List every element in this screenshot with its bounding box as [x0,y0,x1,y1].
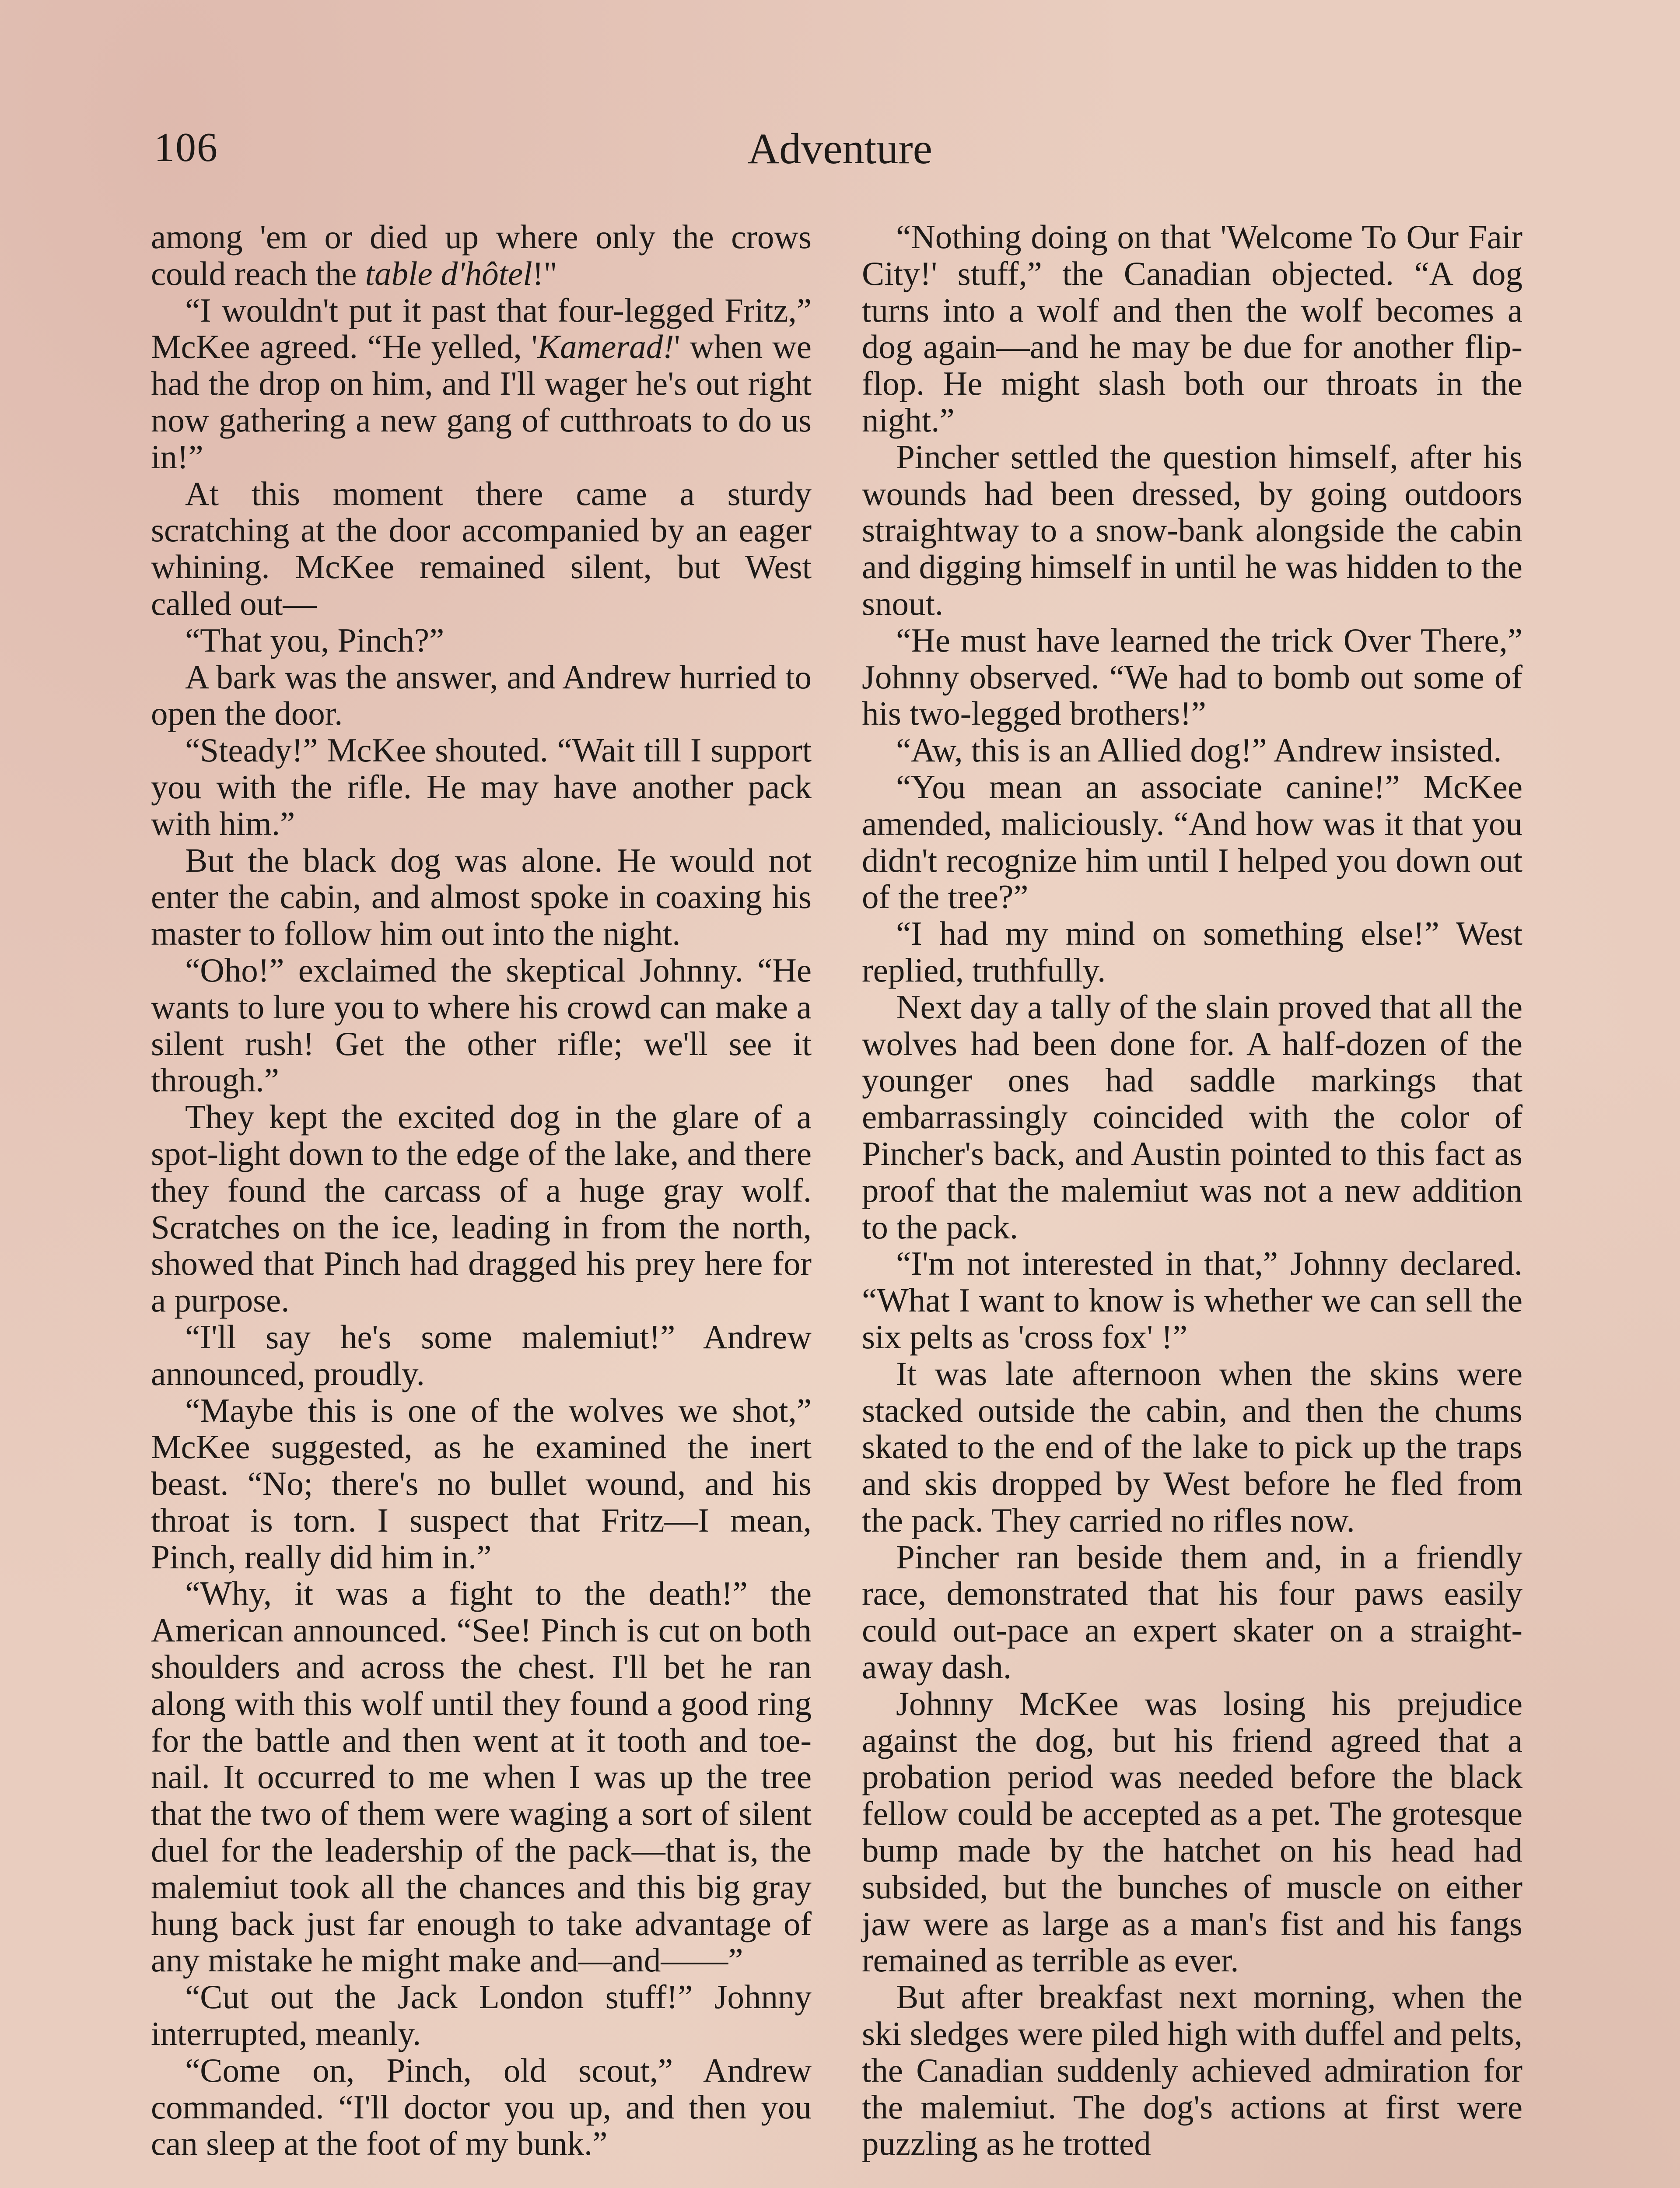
paragraph: “Why, it was a fight to the death!” the American announced. “See! Pinch is cut on both shoulders and across the chest. I'll bet he ran along with this wolf until they found a good ring for the battle and then went at it tooth and toe-nail. It occurred to me when I was up the tree that the two of them were waging a sort of silent duel for the leadership of the pack—that is, the malemiut took all the chances and this big gray hung back just far enough to take advantage of any mistake he might make and—and——” [151,1574,812,1979]
paragraph: But after breakfast next morning, when the ski sledges were piled high with duffel and pelts, the Canadian suddenly achieved admiration for the malemiut. The dog's actions at first were puzzling as he trotted [862,1978,1522,2163]
paragraph: “Cut out the Jack London stuff!” Johnny interrupted, meanly. [151,1978,812,2053]
page-number: 106 [154,125,218,170]
right-column [862,219,1522,2162]
paragraph: “Aw, this is an Allied dog!” Andrew insisted. [896,731,1502,769]
paragraph: “Nothing doing on that 'Welcome To Our Fair City!' stuff,” the Canadian objected. “A dog turns into a wolf and then the wolf becomes a dog again—and he may be due for another flip-flop. He might slash both our throats in the night.” [862,218,1522,439]
paragraph: At this moment there came a sturdy scratching at the door accompanied by an eager whining. McKee remained silent, but West called out— [151,474,812,622]
paragraph: Johnny McKee was losing his prejudice against the dog, but his friend agreed that a probation period was needed before the black fellow could be accepted as a pet. The grotesque bump made by the hatchet on his head had subsided, but the bunches of muscle on either jaw were as large as a man's fist and his fangs remained as terrible as ever. [862,1684,1522,1979]
paragraph: “He must have learned the trick Over There,” Johnny observed. “We had to bomb out some of his two-legged brothers!” [862,621,1522,733]
paragraph: “I had my mind on something else!” West replied, truthfully. [862,915,1522,989]
paragraph: among 'em or died up where only the crows could reach the table d'hôtel!" [151,218,812,292]
paragraph: “I wouldn't put it past that four-legged Fritz,” McKee agreed. “He yelled, 'Kamerad!' when we had the drop on him, and I'll wager he's out right now gathering a new gang of cutthroats to do us in!” [151,291,812,476]
paragraph: They kept the excited dog in the glare of a spot-light down to the edge of the lake, and there they found the carcass of a huge gray wolf. Scratches on the ice, leading in from the north, showed that Pinch had dragged his prey here for a purpose. [151,1098,812,1319]
paragraph: Next day a tally of the slain proved that all the wolves had been done for. A half-dozen of the younger ones had saddle markings that embarrassingly coincided with the color of Pincher's back, and Austin pointed to this fact as proof that the malemiut was not a new addition to the pack. [862,988,1522,1246]
running-head: Adventure [747,124,933,173]
paragraph: “Oho!” exclaimed the skeptical Johnny. “He wants to lure you to where his crowd can make a silent rush! Get the other rifle; we'll see it through.” [151,951,812,1099]
paragraph: Pincher settled the question himself, after his wounds had been dressed, by going outdoors straightway to a snow-bank alongside the cabin and digging himself in until he was hidden to the snout. [862,438,1522,622]
paragraph: “Come on, Pinch, old scout,” Andrew commanded. “I'll doctor you up, and then you can sleep at the foot of my bunk.” [151,2051,812,2163]
paragraph: It was late afternoon when the skins were stacked outside the cabin, and then the chums skated to the end of the lake to pick up the traps and skis dropped by West before he fled from the pack. They carried no rifles now. [862,1354,1522,1539]
left-column [151,219,812,2162]
paragraph: “That you, Pinch?” [185,621,444,659]
paragraph: “You mean an associate canine!” McKee amended, maliciously. “And how was it that you didn't recognize him until I helped you down out of the tree?” [862,768,1522,916]
paragraph: “I'll say he's some malemiut!” Andrew announced, proudly. [151,1318,812,1392]
paragraph: A bark was the answer, and Andrew hurried to open the door. [151,658,812,733]
paragraph: But the black dog was alone. He would not enter the cabin, and almost spoke in coaxing his master to follow him out into the night. [151,841,812,953]
paragraph: “Maybe this is one of the wolves we shot,” McKee suggested, as he examined the inert beast. “No; there's no bullet wound, and his throat is torn. I suspect that Fritz—I mean, Pinch, really did him in.” [151,1391,812,1576]
paragraph: “Steady!” McKee shouted. “Wait till I support you with the rifle. He may have another pack with him.” [151,731,812,842]
paragraph: Pincher ran beside them and, in a friendly race, demonstrated that his four paws easily could out-pace an expert skater on a straight-away dash. [862,1538,1522,1686]
paragraph: “I'm not interested in that,” Johnny declared. “What I want to know is whether we can sell the six pelts as 'cross fox' !” [862,1245,1522,1356]
